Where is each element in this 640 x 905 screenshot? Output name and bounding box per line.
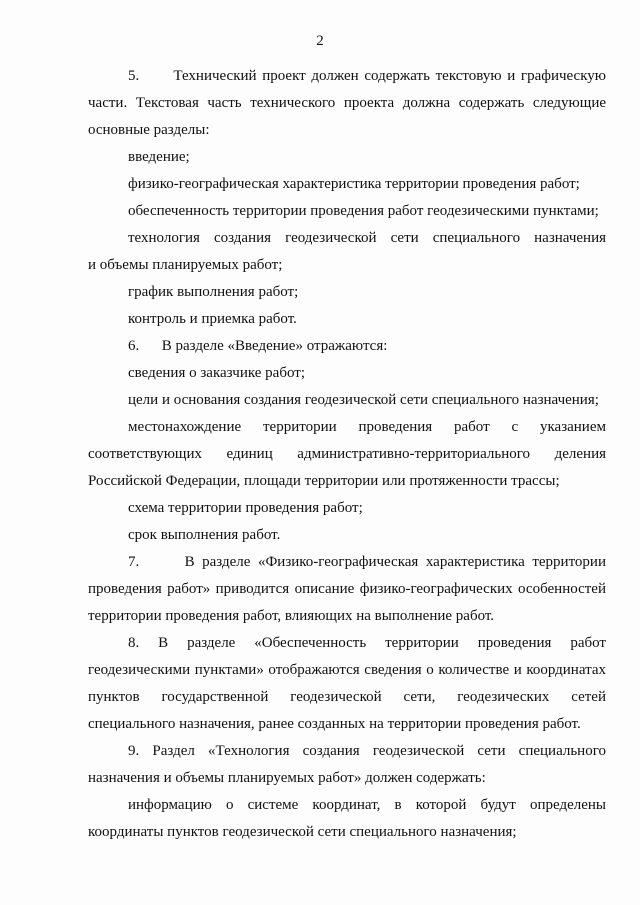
list-item-coordinate-system-line-1: информацию о системе координат, в которой будут определены (128, 797, 606, 813)
paragraph-8-line-3: пунктов государственной геодезической сети, геодезических сетей (88, 689, 606, 705)
document-body (88, 63, 606, 846)
paragraph-8-line-1: 8. В разделе «Обеспеченность территории проведения работ (128, 635, 606, 651)
paragraph-6-heading: 6. В разделе «Введение» отражаются: (128, 338, 388, 354)
list-item-introduction: введение; (128, 149, 190, 165)
paragraph-5-line-1: 5. Технический проект должен содержать текстовую и графическую (128, 68, 606, 84)
paragraph-9-line-2: назначения и объемы планируемых работ» должен содержать: (88, 770, 486, 786)
list-item-technology-line-2: и объемы планируемых работ; (88, 257, 283, 273)
paragraph-8-line-2: геодезическими пунктами» отображаются сведения о количестве и координатах (88, 662, 606, 678)
list-item-control: контроль и приемка работ. (128, 311, 297, 327)
list-item-location-line-1: местонахождение территории проведения работ с указанием (128, 419, 606, 435)
list-item-deadline: срок выполнения работ. (128, 527, 281, 543)
paragraph-7-line-1: 7. В разделе «Физико-географическая характеристика территории (128, 554, 606, 570)
paragraph-8-line-4: специального назначения, ранее созданных на территории проведения работ. (88, 716, 581, 732)
list-item-schedule: график выполнения работ; (128, 284, 299, 300)
list-item-coordinate-system-line-2: координаты пунктов геодезической сети специального назначения; (88, 824, 517, 840)
page-number: 2 (316, 33, 324, 49)
paragraph-7-line-3: территории проведения работ, влияющих на выполнение работ. (88, 608, 495, 624)
list-item-physical-geography: физико-географическая характеристика территории проведения работ; (128, 176, 580, 192)
list-item-goals: цели и основания создания геодезической сети специального назначения; (128, 392, 599, 408)
list-item-technology-line-1: технология создания геодезической сети специального назначения (128, 230, 606, 246)
list-item-territory-scheme: схема территории проведения работ; (128, 500, 363, 516)
paragraph-5-line-2: части. Текстовая часть технического проекта должна содержать следующие (88, 95, 606, 111)
list-item-customer: сведения о заказчике работ; (128, 365, 305, 381)
paragraph-5-line-3: основные разделы: (88, 122, 210, 138)
list-item-location-line-2: соответствующих единиц административно-территориального деления (88, 446, 606, 462)
paragraph-7-line-2: проведения работ» приводится описание физико-географических особенностей (88, 581, 606, 597)
paragraph-9-line-1: 9. Раздел «Технология создания геодезической сети специального (128, 743, 606, 759)
list-item-geodetic-points: обеспеченность территории проведения работ геодезическими пунктами; (128, 203, 599, 219)
list-item-location-line-3: Российской Федерации, площади территории или протяженности трассы; (88, 473, 560, 489)
